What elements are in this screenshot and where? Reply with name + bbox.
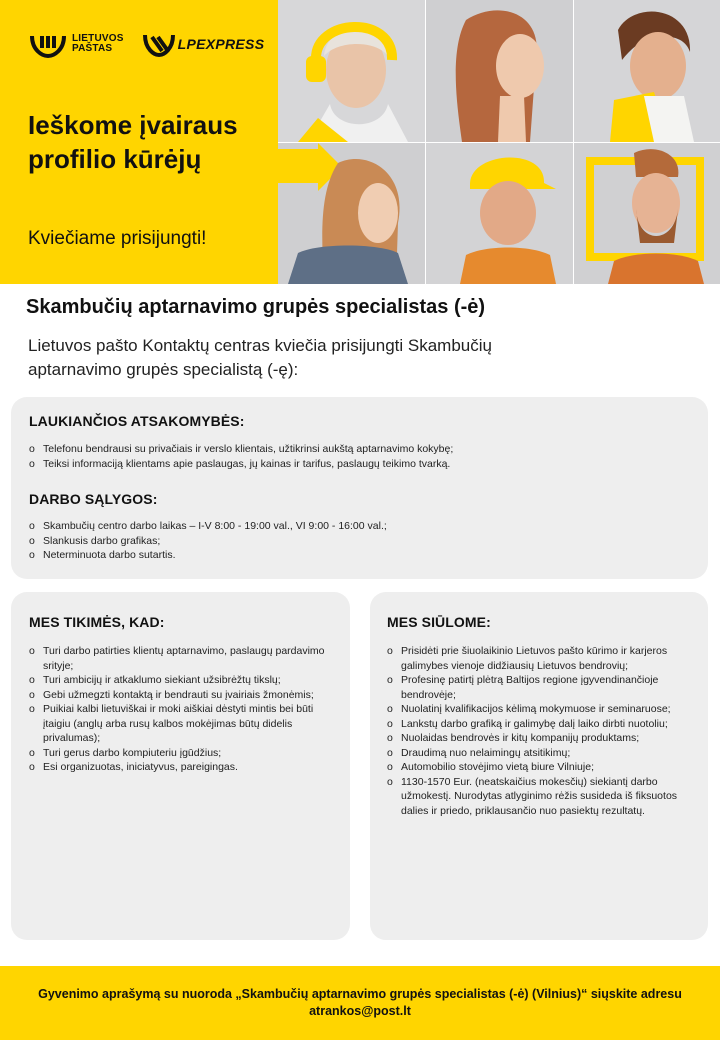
footer-application-text: Gyvenimo aprašymą su nuoroda „Skambučių aptarnavimo grupės specialistas (-ė) (Vilnius)“ siųskite adresu atrankos@post.lt: [38, 987, 682, 1018]
bullet-circle-icon: o: [29, 688, 35, 701]
logo-lp-line1: LIETUVOS: [72, 33, 124, 44]
photo-grid: [278, 0, 720, 284]
bullet-circle-icon: o: [29, 534, 35, 547]
list-item: [29, 702, 334, 746]
header-banner: [0, 0, 720, 284]
list-item-text: Draudimą nuo nelaimingų atsitikimų;: [401, 746, 571, 759]
list-item-text: Nuolaidas bendrovės ir kitų kompanijų produktams;: [401, 732, 640, 744]
offer-heading: MES SIŪLOME:: [387, 614, 491, 630]
list-item: [29, 442, 699, 457]
bullet-circle-icon: o: [29, 746, 35, 759]
list-item: [29, 534, 699, 549]
bullet-circle-icon: o: [387, 775, 393, 788]
lietuvos-pastas-logo: [28, 30, 124, 58]
bullet-circle-icon: o: [29, 703, 35, 715]
responsibilities-card: [11, 397, 708, 579]
list-item-text: Nuolatinį kvalifikacijos kėlimą mokymuose ir seminaruose;: [401, 703, 671, 715]
list-item: [29, 519, 699, 534]
list-item: [29, 457, 699, 472]
list-item: [387, 760, 692, 775]
list-item: [387, 644, 692, 673]
expectations-heading: MES TIKIMĖS, KAD:: [29, 614, 165, 630]
bullet-circle-icon: o: [29, 645, 35, 657]
bullet-circle-icon: o: [29, 520, 35, 532]
offer-card: [370, 592, 708, 940]
post-horn-icon: [28, 30, 68, 58]
list-item-text: Esi organizuotas, iniciatyvus, pareigingas.: [43, 761, 238, 773]
list-item-text: Turi gerus darbo kompiuteriu įgūdžius;: [43, 746, 222, 759]
bullet-circle-icon: o: [387, 703, 393, 715]
list-item-text: Teiksi informaciją klientams apie paslaugas, jų kainas ir tarifus, paslaugų teikimo tvarką.: [43, 457, 451, 470]
conditions-list: [29, 519, 699, 563]
list-item: [29, 688, 334, 703]
bullet-circle-icon: o: [29, 674, 35, 686]
list-item: [29, 644, 334, 673]
photo-woman-headphones: [278, 0, 425, 142]
photo-man-cap: [426, 143, 573, 284]
bullet-circle-icon: o: [387, 645, 393, 657]
bullet-circle-icon: o: [29, 443, 35, 455]
photo-woman-profile: [426, 0, 573, 142]
photo-woman-short-hair: [574, 0, 720, 142]
job-title: Skambučių aptarnavimo grupės specialistas (-ė): [26, 296, 486, 318]
list-item: [387, 702, 692, 717]
list-item-text: Puikiai kalbi lietuviškai ir moki aiškiai dėstyti mintis bei būti įtaigiu (anglų arba rusų kalbos mokėjimas būtų didelis privalumas);: [43, 703, 314, 744]
photo-bearded-man: [574, 143, 720, 284]
bullet-circle-icon: o: [387, 746, 393, 759]
expectations-list: [29, 644, 334, 775]
responsibilities-heading: LAUKIANČIOS ATSAKOMYBĖS:: [29, 413, 245, 429]
bullet-circle-icon: o: [387, 717, 393, 730]
list-item: [29, 673, 334, 688]
list-item: [29, 548, 699, 563]
list-item-text: Slankusis darbo grafikas;: [43, 534, 161, 547]
list-item-text: Automobilio stovėjimo vietą biure Vilniuje;: [401, 761, 594, 773]
list-item: [387, 775, 692, 819]
conditions-heading: DARBO SĄLYGOS:: [29, 491, 158, 507]
list-item: [387, 673, 692, 702]
bullet-circle-icon: o: [29, 457, 35, 470]
list-item-text: Prisidėti prie šiuolaikinio Lietuvos pašto kūrimo ir karjeros galimybes vienoje didžiausių Lietuvos bendrovių;: [401, 645, 668, 672]
bullet-circle-icon: o: [387, 761, 393, 773]
list-item: [29, 760, 334, 775]
expectations-card: [11, 592, 350, 940]
responsibilities-list: [29, 442, 699, 471]
list-item-text: Gebi užmegzti kontaktą ir bendrauti su įvairiais žmonėmis;: [43, 688, 314, 701]
bullet-circle-icon: o: [387, 674, 393, 686]
job-intro: Lietuvos pašto Kontaktų centras kviečia prisijungti Skambučių aptarnavimo grupės specialistą (-ę):: [28, 336, 492, 379]
list-item-text: Neterminuota darbo sutartis.: [43, 549, 176, 561]
yellow-panel: [0, 0, 278, 284]
footer-banner: [0, 966, 720, 1040]
logos: [28, 30, 264, 58]
lpexpress-mark-icon: [142, 31, 176, 57]
logo-lp-line2: PAŠTAS: [72, 43, 113, 54]
logo-lpexpress-text: LPEXPRESS: [177, 36, 265, 52]
list-item-text: Turi ambicijų ir atkaklumo siekiant užsibrėžtų tikslų;: [43, 674, 281, 686]
list-item: [387, 717, 692, 732]
list-item: [29, 746, 334, 761]
list-item-text: Lankstų darbo grafiką ir galimybę dalį laiko dirbti nuotoliu;: [401, 717, 668, 730]
headline: Ieškome įvairaus profilio kūrėjų: [28, 110, 238, 174]
offer-list: [387, 644, 692, 818]
list-item-text: 1130-1570 Eur. (neatskaičius mokesčių) siekiantį darbo užmokestį. Nurodytas atlyginimo rėžis susideda iš fiksuotos dalies ir priedo, priklausančio nuo pasiektų rezultatų.: [401, 775, 678, 817]
list-item-text: Telefonu bendrausi su privačiais ir verslo klientais, užtikrinsi aukštą aptarnavimo kokybę;: [43, 443, 454, 455]
lpexpress-logo: [142, 31, 265, 57]
photo-woman-arrow: [278, 143, 425, 284]
invite-text: Kviečiame prisijungti!: [28, 228, 207, 249]
list-item-text: Turi darbo patirties klientų aptarnavimo, paslaugų pardavimo srityje;: [43, 645, 325, 672]
list-item: [387, 731, 692, 746]
list-item-text: Profesinę patirtį plėtrą Baltijos regione įgyvendinančioje bendrovėje;: [401, 674, 659, 701]
bullet-circle-icon: o: [29, 761, 35, 773]
bullet-circle-icon: o: [387, 732, 393, 744]
list-item-text: Skambučių centro darbo laikas – I-V 8:00 - 19:00 val., VI 9:00 - 16:00 val.;: [43, 520, 387, 532]
bullet-circle-icon: o: [29, 549, 35, 561]
list-item: [387, 746, 692, 761]
